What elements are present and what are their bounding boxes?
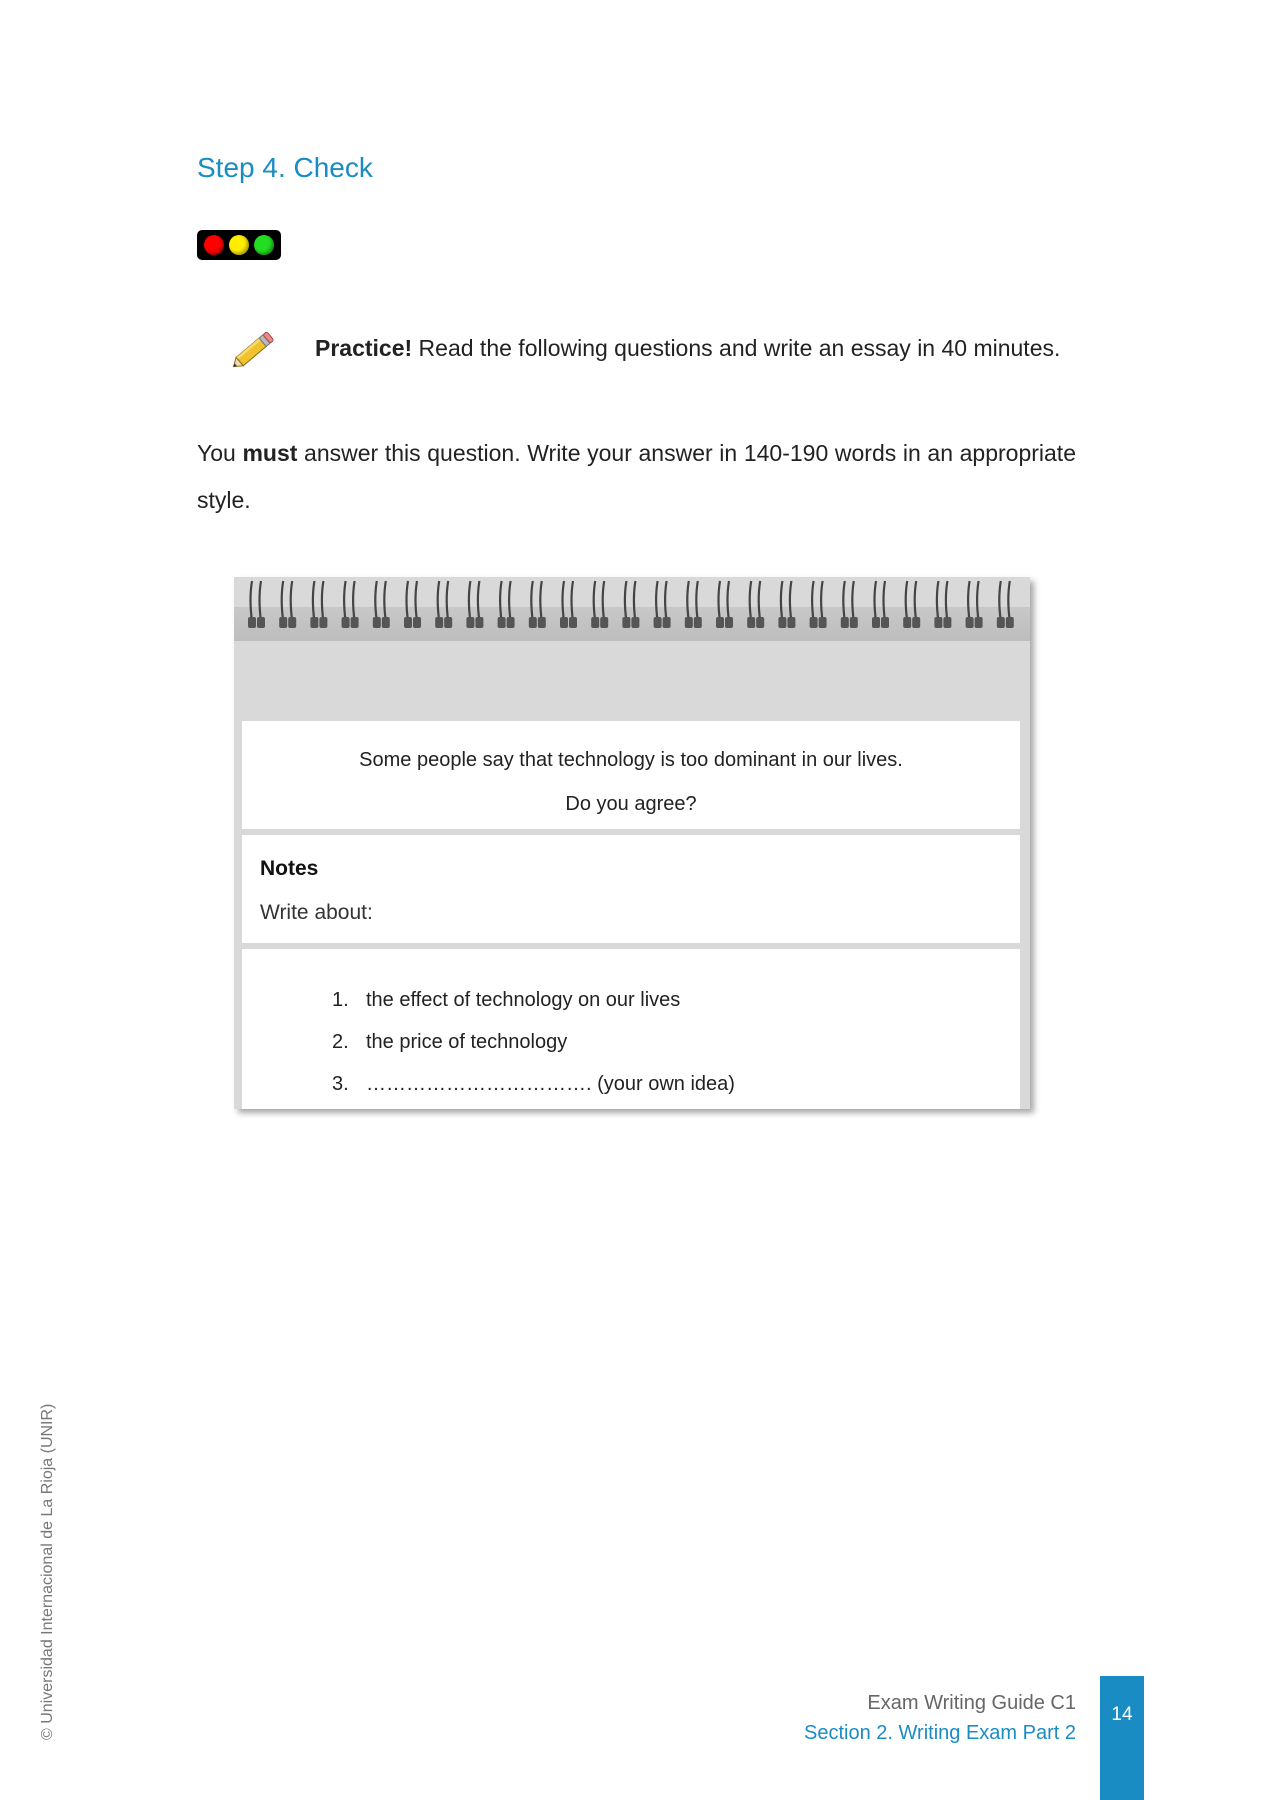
red-light — [204, 235, 224, 255]
list-item-text: the price of technology — [366, 1031, 568, 1053]
list-item — [332, 1073, 735, 1096]
list-item-number: 3. — [332, 1073, 349, 1095]
traffic-light-icon — [197, 230, 281, 260]
question-line-1: Some people say that technology is too dominant in our lives. — [359, 749, 903, 771]
list-item — [332, 1031, 567, 1054]
page-number: 14 — [1100, 1676, 1144, 1800]
list-item-number: 1. — [332, 989, 349, 1011]
list-item-text: the effect of technology on our lives — [366, 989, 681, 1011]
notebook-card — [234, 577, 1030, 1109]
footer-section-title: Section 2. Writing Exam Part 2 — [804, 1722, 1076, 1744]
question-panel — [242, 721, 1020, 829]
instruction-emphasis: must — [242, 440, 298, 466]
green-light — [254, 235, 274, 255]
points-panel — [242, 949, 1020, 1109]
list-item — [332, 989, 680, 1012]
copyright-credit — [39, 1395, 57, 1740]
yellow-light — [229, 235, 249, 255]
pencil-icon — [228, 328, 278, 374]
write-about-label: Write about: — [260, 901, 373, 924]
instruction-before: You — [197, 440, 243, 466]
footer-guide-title: Exam Writing Guide C1 — [867, 1692, 1076, 1714]
copyright-text: © Universidad Internacional de La Rioja (UNIR) — [39, 1403, 56, 1740]
notes-title: Notes — [260, 857, 319, 880]
task-instruction — [197, 430, 1076, 524]
practice-text: Read the following questions and write an essay in 40 minutes. — [412, 335, 1061, 361]
notes-panel — [242, 835, 1020, 943]
practice-instruction — [315, 335, 1060, 362]
list-item-number: 2. — [332, 1031, 349, 1053]
list-item-text: ……………………………. (your own idea) — [366, 1073, 735, 1095]
question-line-2: Do you agree? — [565, 793, 697, 815]
practice-label: Practice! — [315, 335, 413, 361]
spiral-binding — [234, 577, 1030, 639]
section-heading: Step 4. Check — [197, 152, 373, 183]
instruction-after: answer this question. Write your answer in 140-190 words in an appropriate style. — [197, 440, 1076, 513]
